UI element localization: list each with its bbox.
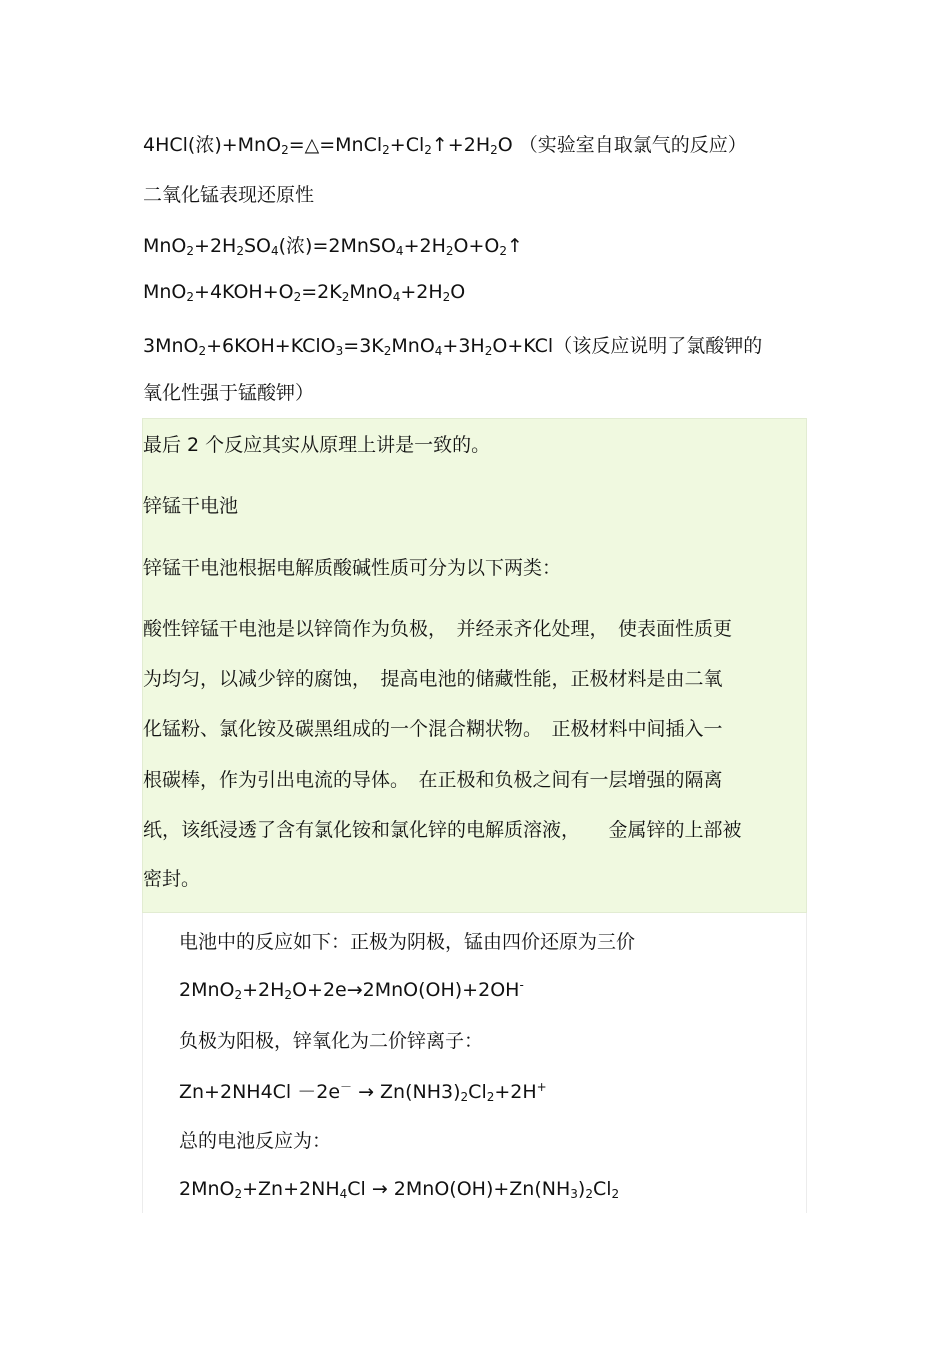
paragraph-summary: 最后 2 个反应其实从原理上讲是一致的。 — [143, 434, 491, 456]
equation-mno2-koh-o2: $MnO_2+4KOH+O_2=2K_2MnO_4+2H_2O$ — [143, 281, 466, 304]
equation-hcl-mno2: 4HCl(浓)$+MnO_2=\triangle=MnCl_2+Cl_2↑+2H_2O$ （实验室自取氯气的反应） — [143, 134, 747, 157]
paragraph-classification: 锌锰干电池根据电解质酸碱性质可分为以下两类： — [143, 557, 562, 579]
equation-anode: $Zn+2NH4Cl -2e^- \to Zn(NH3)_2Cl_2+2H^+$ — [179, 1080, 547, 1104]
equation-mno2-h2so4: $MnO_2+2H_2SO_4$(浓)$=2MnSO_4+2H_2O+O_2↑$ — [143, 235, 523, 258]
section-title-zinc-manganese: 锌锰干电池 — [143, 495, 239, 517]
equation-cathode: $2MnO_2+2H_2O+2e\to 2MnO(OH)+2OH^-$ — [179, 978, 524, 1002]
paragraph-line: 纸，该纸浸透了含有氯化铵和氯化锌的电解质溶液， 金属锌的上部被 — [143, 819, 742, 841]
reaction-section — [142, 913, 807, 1213]
paragraph-line: 根碳棒，作为引出电流的导体。 在正极和负极之间有一层增强的隔离 — [143, 769, 723, 791]
paragraph-anode: 负极为阳极，锌氧化为二价锌离子： — [179, 1030, 484, 1052]
paragraph-line: 酸性锌锰干电池是以锌筒作为负极， 并经汞齐化处理， 使表面性质更 — [143, 618, 733, 640]
paragraph-total: 总的电池反应为： — [179, 1130, 332, 1152]
paragraph-line: 化锰粉、氯化铵及碳黑组成的一个混合糊状物。 正极材料中间插入一 — [143, 718, 723, 740]
paragraph-line: 为均匀，以减少锌的腐蚀， 提高电池的储藏性能，正极材料是由二氧 — [143, 668, 723, 690]
paragraph-line: 密封。 — [143, 868, 201, 890]
equation-mno2-koh-kclo3: $3MnO_2+6KOH+KClO_3=3K_2MnO_4+3H_2O+KCl$（该反应说明了氯酸钾的 — [143, 335, 763, 358]
paragraph-cathode: 电池中的反应如下：正极为阴极，锰由四价还原为三价 — [179, 931, 636, 953]
equation-note-continued: 氧化性强于锰酸钾） — [143, 382, 315, 404]
heading-reducing: 二氧化锰表现还原性 — [143, 184, 315, 206]
equation-total: $2MnO_2+Zn+2NH_4Cl \to 2MnO(OH)+Zn(NH_3)_2Cl_2$ — [179, 1178, 620, 1201]
